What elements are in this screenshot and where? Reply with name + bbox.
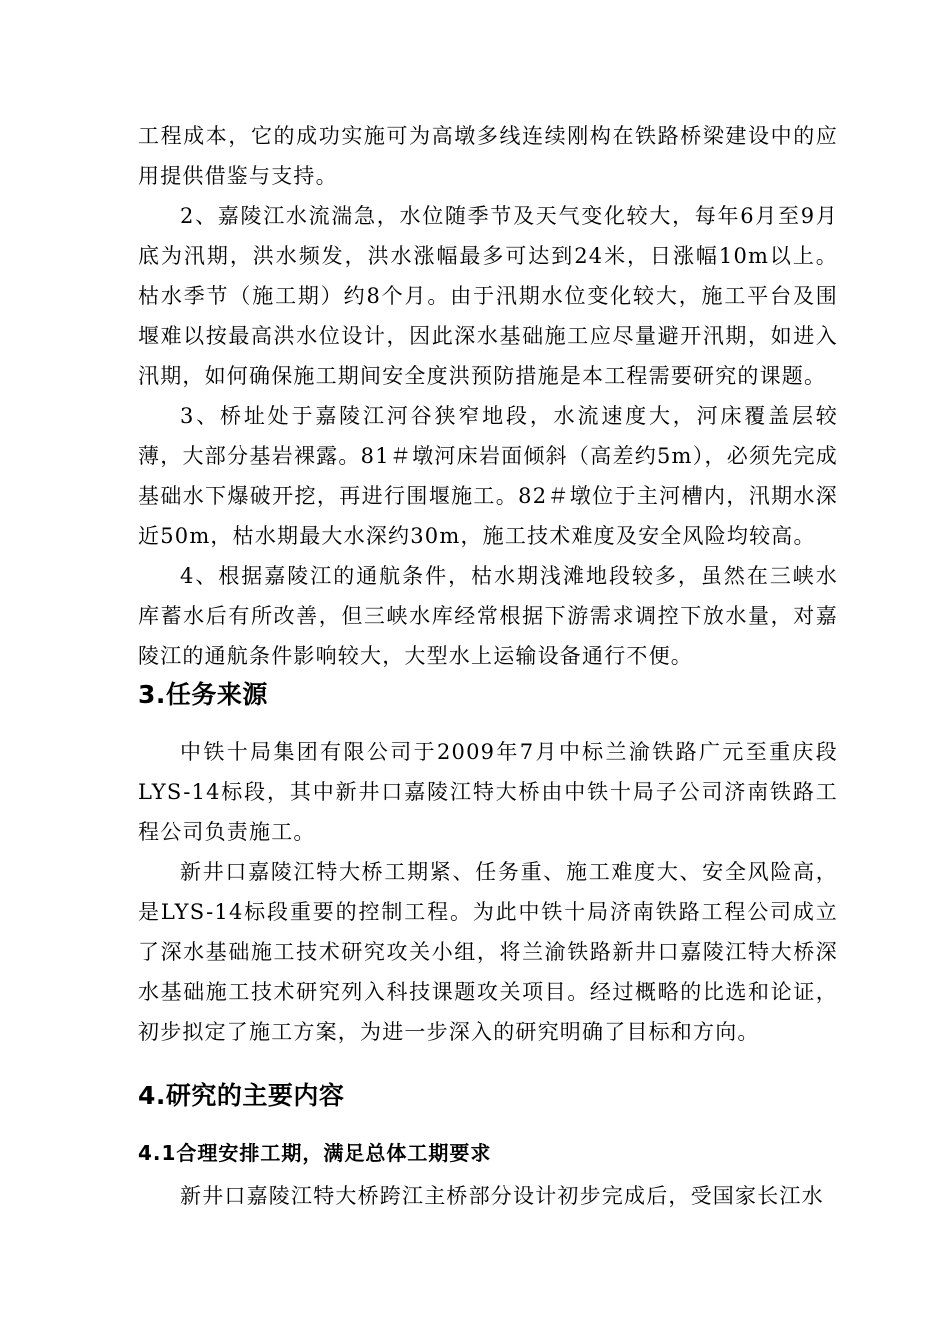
- heading-text: 3.任务来源: [138, 680, 268, 709]
- paragraph-text: 4、根据嘉陵江的通航条件，枯水期浅滩地段较多，虽然在三峡水库蓄水后有所改善，但三峡水库经常根据下游需求调控下放水量，对嘉陵江的通航条件影响较大，大型水上运输设备通行不便。: [138, 564, 838, 668]
- paragraph-text: 3、桥址处于嘉陵江河谷狭窄地段，水流速度大，河床覆盖层较薄，大部分基岩裸露。81＃墩河床岩面倾斜（高差约5m），必须先完成基础水下爆破开挖，再进行围堰施工。82＃墩位于主河槽内，汛期水深近50m，枯水期最大水深约30m，施工技术难度及安全风险均较高。: [138, 404, 838, 548]
- section-heading-3: [138, 677, 838, 713]
- paragraph-continuation: [138, 116, 838, 196]
- paragraph-item-3: [138, 396, 838, 556]
- paragraph-text: 工程成本，它的成功实施可为高墩多线连续刚构在铁路桥梁建设中的应用提供借鉴与支持。: [138, 124, 838, 188]
- paragraph-text: 2、嘉陵江水流湍急，水位随季节及天气变化较大，每年6月至9月底为汛期，洪水频发，洪水涨幅最多可达到24米，日涨幅10m以上。枯水季节（施工期）约8个月。由于汛期水位变化较大，施工平台及围堰难以按最高洪水位设计，因此深水基础施工应尽量避开汛期，如进入汛期，如何确保施工期间安全度洪预防措施是本工程需要研究的课题。: [138, 204, 838, 388]
- paragraph-4-1: [138, 1176, 838, 1216]
- paragraph-text: 中铁十局集团有限公司于2009年7月中标兰渝铁路广元至重庆段LYS-14标段，其中新井口嘉陵江特大桥由中铁十局子公司济南铁路工程公司负责施工。: [138, 740, 838, 844]
- paragraph-item-4: [138, 556, 838, 676]
- heading-text: 4.研究的主要内容: [138, 1081, 345, 1110]
- paragraph-source-2: [138, 852, 838, 1052]
- paragraph-text: 新井口嘉陵江特大桥跨江主桥部分设计初步完成后，受国家长江水: [180, 1184, 824, 1208]
- section-heading-4: [138, 1078, 838, 1114]
- paragraph-item-2: [138, 196, 838, 396]
- paragraph-source-1: [138, 732, 838, 852]
- subsection-heading-4-1: [138, 1136, 838, 1170]
- paragraph-text: 新井口嘉陵江特大桥工期紧、任务重、施工难度大、安全风险高，是LYS-14标段重要的控制工程。为此中铁十局济南铁路工程公司成立了深水基础施工技术研究攻关小组，将兰渝铁路新井口嘉陵江特大桥深水基础施工技术研究列入科技课题攻关项目。经过概略的比选和论证，初步拟定了施工方案，为进一步深入的研究明确了目标和方向。: [138, 860, 838, 1044]
- heading-text: 4.1合理安排工期，满足总体工期要求: [138, 1141, 492, 1165]
